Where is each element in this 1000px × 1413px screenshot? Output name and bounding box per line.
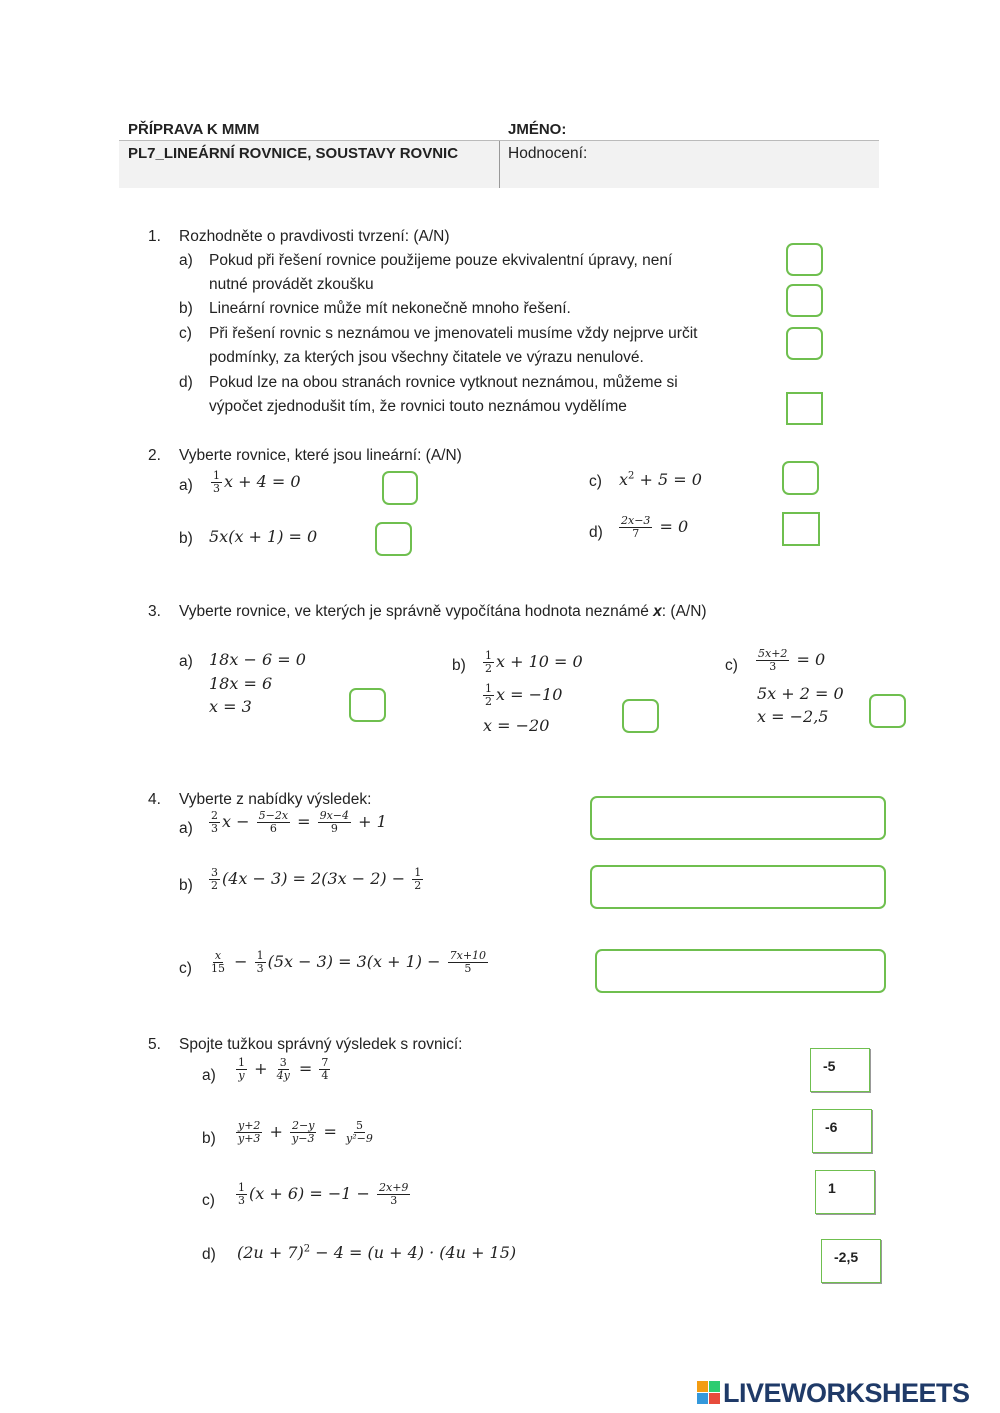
q3-b-answer-box[interactable] (622, 699, 659, 733)
q5-b-f2n: 2−y (292, 1119, 315, 1132)
q2-b-answer-box[interactable] (375, 522, 412, 556)
q2-d-label: d) (589, 524, 603, 541)
q3-c-line1 (754, 648, 825, 673)
q2-d-answer-box[interactable] (782, 512, 820, 546)
q4-c-label: c) (179, 960, 192, 977)
header-topic: PL7_LINEÁRNÍ ROVNICE, SOUSTAVY ROVNIC (128, 145, 459, 162)
q2-a-equation (209, 470, 301, 495)
q2-c-answer-box[interactable] (782, 461, 819, 495)
q3-c-line3: x = −2,5 (757, 707, 829, 726)
q5-d-exp: 2 (303, 1243, 311, 1255)
q1-d-line1: Pokud lze na obou stranách rovnice vytknout neznámou, můžeme si (209, 374, 678, 391)
q4-a-label: a) (179, 820, 193, 837)
logo-text: LIVEWORKSHEETS (723, 1377, 970, 1408)
q3-c-answer-box[interactable] (869, 694, 906, 728)
q4-a-f3d: 9 (330, 822, 338, 835)
q2-c-base: x (619, 470, 629, 489)
q3-c-frac-num: 5x+2 (758, 647, 788, 660)
q5-b-label: b) (202, 1130, 216, 1147)
q4-c-f1n: x (214, 949, 222, 962)
q2-b-equation: 5x(x + 1) = 0 (209, 527, 318, 546)
q5-a-f3d: 4 (321, 1069, 329, 1082)
q1-a-answer-box[interactable] (786, 243, 823, 276)
q3-a-line1: 18x − 6 = 0 (209, 650, 306, 669)
q4-b-f1n: 3 (211, 866, 218, 879)
q5-b-f1d: y+3 (238, 1132, 261, 1145)
q1-d-answer-box[interactable] (786, 392, 823, 425)
q3-b-line3: x = −20 (483, 716, 550, 735)
q3-text-var: x (653, 603, 662, 620)
q4-a-m3: + 1 (353, 812, 387, 831)
logo-blocks-icon (697, 1381, 721, 1405)
header-table (119, 118, 879, 188)
q3-b-l2: x = −10 (496, 685, 563, 704)
q5-b-f3d: y²−9 (346, 1132, 373, 1145)
q3-a-line3: x = 3 (209, 697, 252, 716)
q3-a-line2: 18x = 6 (209, 674, 273, 693)
q3-b-frac-den: 2 (485, 662, 492, 675)
q1-number: 1. (148, 228, 161, 245)
q2-a-frac-den: 3 (213, 482, 220, 495)
q3-b-frac2-den: 2 (485, 695, 492, 708)
q5-c-f1n: 1 (238, 1181, 245, 1194)
q2-c-label: c) (589, 473, 602, 490)
q5-answer-2: -6 (825, 1119, 838, 1135)
q4-a-m1: x − (222, 812, 255, 831)
q4-b-label: b) (179, 877, 193, 894)
q2-a-label: a) (179, 477, 193, 494)
q1-c-line1: Při řešení rovnic s neznámou ve jmenovateli musíme vždy nejprve určit (209, 325, 698, 342)
q5-answer-card-1[interactable] (810, 1048, 870, 1092)
q3-b-line1 (481, 650, 583, 675)
q5-answer-4: -2,5 (834, 1249, 859, 1265)
q5-c-f2n: 2x+9 (379, 1181, 409, 1194)
q2-c-exp: 2 (628, 470, 635, 482)
q5-answer-card-3[interactable] (815, 1170, 875, 1214)
q1-a-line1: Pokud při řešení rovnice použijeme pouze ekvivalentní úpravy, není (209, 252, 673, 269)
q5-answer-3: 1 (828, 1180, 836, 1196)
q2-b-label: b) (179, 530, 193, 547)
q4-a-answer-select[interactable] (590, 796, 886, 840)
q5-d-post: − 4 = (u + 4) · (4u + 15) (310, 1243, 517, 1262)
q1-b-label: b) (179, 300, 193, 317)
q3-a-label: a) (179, 653, 193, 670)
q2-d-frac-den: 7 (632, 527, 640, 540)
q3-a-answer-box[interactable] (349, 688, 386, 722)
q3-b-l1: x + 10 = 0 (496, 652, 583, 671)
q4-text: Vyberte z nabídky výsledek: (179, 791, 372, 808)
q3-c-l1: = 0 (791, 650, 826, 669)
q1-a-label: a) (179, 252, 193, 269)
q5-number: 5. (148, 1036, 161, 1053)
q2-c-equation (619, 470, 702, 489)
q1-text: Rozhodněte o pravdivosti tvrzení: (A/N) (179, 228, 450, 245)
q5-b-f3n: 5 (355, 1119, 363, 1132)
q2-text: Vyberte rovnice, které jsou lineární: (A/N) (179, 447, 462, 464)
q5-a-f1d: y (238, 1069, 245, 1082)
q4-b-m1: (4x − 3) = 2(3x − 2) − (222, 869, 411, 888)
q4-b-equation (207, 867, 425, 892)
q5-c-label: c) (202, 1192, 215, 1209)
q3-b-line2 (481, 683, 562, 708)
header-name-label: JMÉNO: (508, 121, 567, 138)
q1-b-line1: Lineární rovnice může mít nekonečně mnoho řešení. (209, 300, 571, 317)
q5-a-f2d: 4y (276, 1069, 290, 1082)
q3-b-frac2-num: 1 (485, 682, 492, 695)
q5-answer-card-2[interactable] (812, 1109, 872, 1153)
q5-b-equation (234, 1120, 377, 1145)
q5-c-equation (234, 1182, 412, 1207)
q4-c-f2n: 1 (256, 949, 264, 962)
q4-a-f3n: 9x−4 (319, 809, 350, 822)
q1-d-label: d) (179, 374, 193, 391)
q1-b-answer-box[interactable] (786, 284, 823, 317)
q4-b-f1d: 2 (211, 879, 218, 892)
q4-c-answer-select[interactable] (595, 949, 886, 993)
q1-c-answer-box[interactable] (786, 327, 823, 360)
q4-a-m2: = (292, 812, 316, 831)
q4-c-f3d: 5 (464, 962, 472, 975)
q5-d-equation (237, 1243, 516, 1262)
q4-c-f2d: 3 (256, 962, 264, 975)
q3-text-pre: Vyberte rovnice, ve kterých je správně vypočítána hodnota neznámé (179, 603, 654, 620)
q1-a-line2: nutné provádět zkoušku (209, 276, 374, 293)
q3-number: 3. (148, 603, 161, 620)
q5-a-m2: = (293, 1059, 318, 1078)
q5-a-label: a) (202, 1067, 216, 1084)
q5-a-f3n: 7 (321, 1056, 329, 1069)
q5-d-pre: (2u + 7) (237, 1243, 304, 1262)
q3-c-label: c) (725, 657, 738, 674)
q3-c-line2: 5x + 2 = 0 (757, 684, 844, 703)
q4-a-f1n: 2 (211, 809, 218, 822)
liveworksheets-logo (697, 1379, 970, 1407)
q3-text (179, 600, 707, 624)
q2-d-frac-num: 2x−3 (621, 514, 651, 527)
q2-a-rest: x + 4 = 0 (224, 472, 301, 491)
q5-a-f2n: 3 (279, 1056, 287, 1069)
q5-a-equation (234, 1057, 332, 1082)
q5-text: Spojte tužkou správný výsledek s rovnicí: (179, 1036, 463, 1053)
q5-a-m1: + (249, 1059, 273, 1078)
q5-answer-1: -5 (823, 1058, 836, 1074)
q5-b-f1n: y+2 (238, 1119, 261, 1132)
q2-a-frac-num: 1 (213, 469, 220, 482)
q4-b-answer-select[interactable] (590, 865, 886, 909)
q2-a-answer-box[interactable] (382, 471, 418, 505)
q4-c-m1: − (229, 952, 253, 971)
q4-c-equation (207, 950, 490, 975)
q3-b-label: b) (452, 657, 466, 674)
q5-answer-card-4[interactable] (821, 1239, 881, 1283)
q5-c-m1: (x + 6) = −1 − (249, 1184, 376, 1203)
q2-d-rest: = 0 (654, 517, 689, 536)
q3-text-post: : (A/N) (661, 603, 707, 620)
q5-c-f2d: 3 (390, 1194, 398, 1207)
q4-c-m2: (5x − 3) = 3(x + 1) − (267, 952, 446, 971)
header-vertical-divider (499, 141, 500, 188)
q2-c-rest: + 5 = 0 (634, 470, 702, 489)
q5-b-m2: = (318, 1122, 343, 1141)
q4-a-f2d: 6 (269, 822, 277, 835)
q3-b-frac-num: 1 (485, 649, 492, 662)
q4-c-f3n: 7x+10 (449, 949, 487, 962)
q1-c-line2: podmínky, za kterých jsou všechny čitatele ve výrazu nenulové. (209, 349, 644, 366)
q1-d-line2: výpočet zjednodušit tím, že rovnici touto neznámou vydělíme (209, 398, 627, 415)
q5-a-f1n: 1 (238, 1056, 245, 1069)
q4-c-f1d: 15 (211, 962, 225, 975)
q4-a-f2n: 5−2x (258, 809, 289, 822)
q4-a-f1d: 3 (211, 822, 218, 835)
q4-b-f2n: 1 (414, 866, 422, 879)
q4-a-equation (207, 810, 387, 835)
q1-c-label: c) (179, 325, 192, 342)
header-title: PŘÍPRAVA K MMM (128, 121, 260, 138)
q4-number: 4. (148, 791, 161, 808)
q3-c-frac-den: 3 (769, 660, 777, 673)
q2-number: 2. (148, 447, 161, 464)
q5-c-f1d: 3 (238, 1194, 245, 1207)
q4-b-f2d: 2 (414, 879, 422, 892)
q5-d-label: d) (202, 1246, 216, 1263)
header-grade-label: Hodnocení: (508, 145, 588, 162)
q5-b-f2d: y−3 (292, 1132, 315, 1145)
q2-d-equation (617, 515, 688, 540)
q5-b-m1: + (264, 1122, 289, 1141)
